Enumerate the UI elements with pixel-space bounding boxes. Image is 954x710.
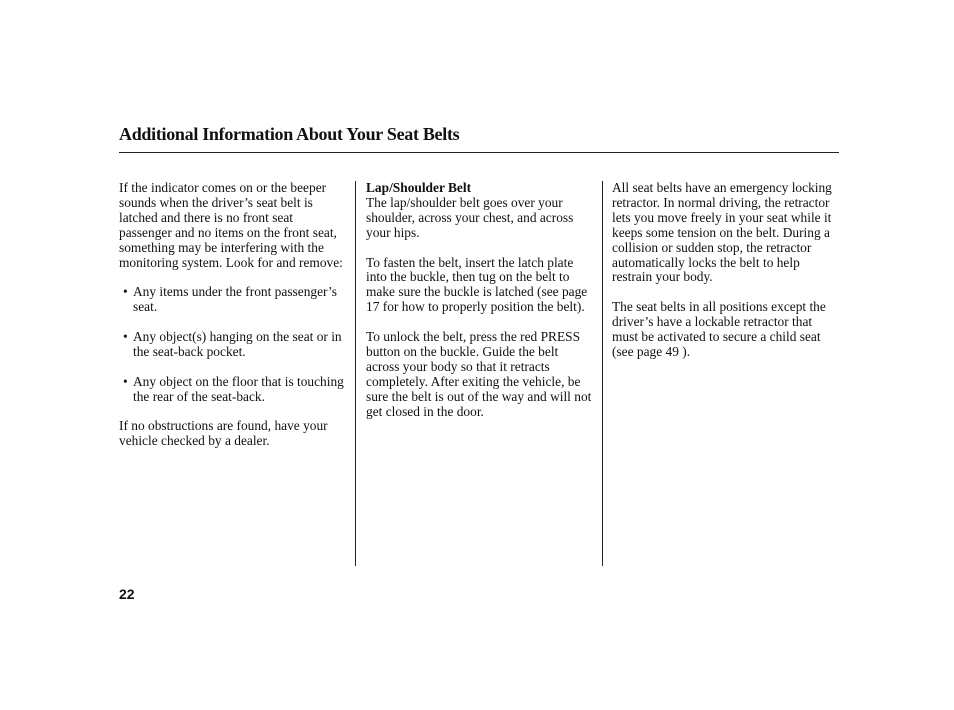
list-item <box>119 285 348 315</box>
list-item-text: Any items under the front passenger’s seat. <box>133 284 337 315</box>
list-item-text: Any object on the floor that is touching the rear of the seat-back. <box>133 373 344 404</box>
lap-shoulder-intro: The lap/shoulder belt goes over your shoulder, across your chest, and across your hips. <box>366 194 574 240</box>
column-divider <box>355 181 356 566</box>
column-divider <box>602 181 603 566</box>
column-left <box>119 181 348 464</box>
section-heading: Lap/Shoulder Belt <box>366 180 472 195</box>
list-item <box>119 375 348 405</box>
page-title: Additional Information About Your Seat Belts <box>119 124 460 144</box>
page-number: 22 <box>119 586 135 602</box>
bullet-icon: • <box>123 373 128 389</box>
lap-shoulder-section <box>366 181 595 241</box>
list-item <box>119 330 348 360</box>
column-middle <box>366 181 595 434</box>
dealer-check-paragraph: If no obstructions are found, have your vehicle checked by a dealer. <box>119 418 328 449</box>
unlock-belt-paragraph: To unlock the belt, press the red PRESS button on the buckle. Guide the belt across your body so that it retracts completely. After exiting the vehicle, be sure the belt is out of the way and will not get closed in the door. <box>366 329 592 419</box>
lockable-retractor-paragraph: The seat belts in all positions except the driver’s have a lockable retractor that must be activated to secure a child seat (see page 49 ). <box>612 299 826 359</box>
fasten-belt-paragraph: To fasten the belt, insert the latch plate into the buckle, then tug on the belt to make sure the buckle is latched (see page 17 for how to properly position the belt). <box>366 254 588 315</box>
retractor-paragraph: All seat belts have an emergency locking retractor. In normal driving, the retractor lets you move freely in your seat while it keeps some tension on the belt. During a collision or sudden stop, the retractor automatically locks the belt to help restrain your body. <box>612 180 832 285</box>
indicator-intro-paragraph: If the indicator comes on or the beeper sounds when the driver’s seat belt is latched and there is no front seat passenger and no items on the front seat, something may be interfering with the monitoring system. Look for and remove: <box>119 180 343 270</box>
column-right <box>612 181 841 375</box>
title-divider <box>119 152 839 153</box>
list-item-text: Any object(s) hanging on the seat or in the seat-back pocket. <box>133 329 342 359</box>
bullet-icon: • <box>123 329 128 345</box>
bullet-icon: • <box>123 284 128 300</box>
